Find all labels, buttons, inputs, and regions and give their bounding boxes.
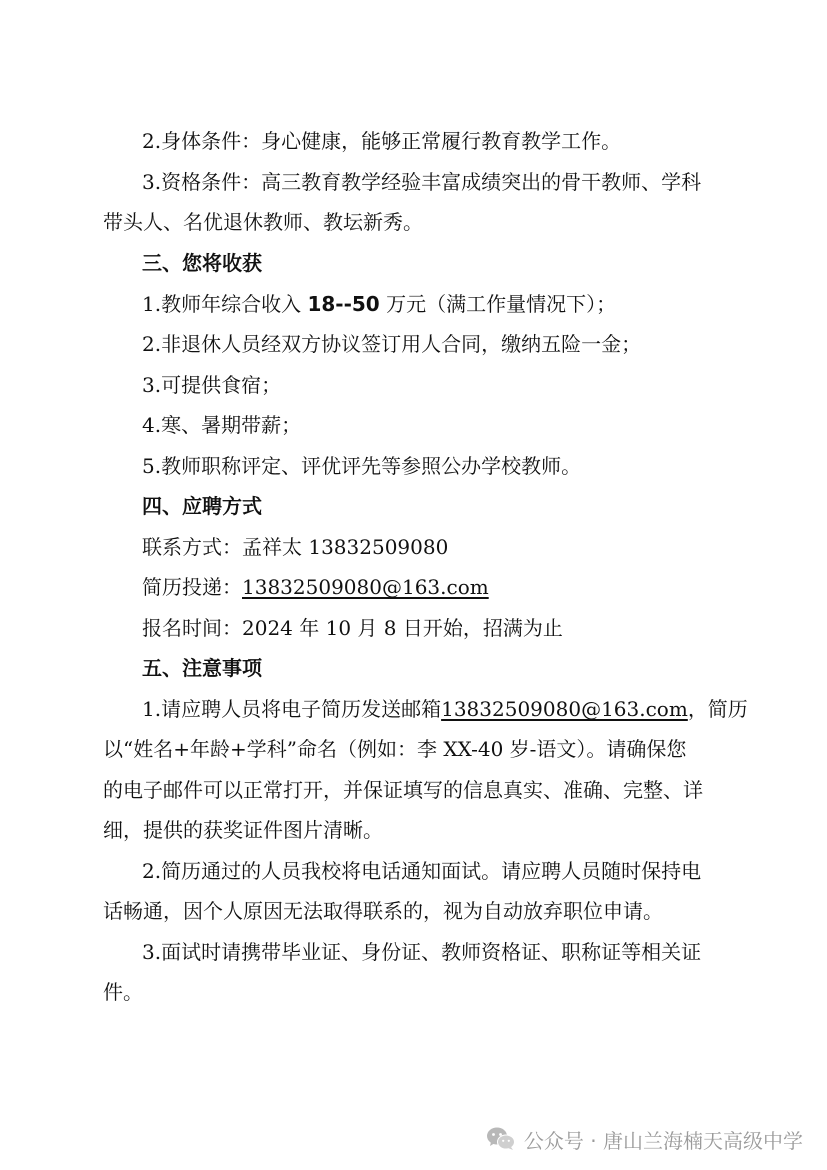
- section-notes-heading: [0, 654, 827, 682]
- contact-line: [0, 533, 827, 561]
- note-3-line-1-text: 3.面试时请携带毕业证、身份证、教师资格证、职称证等相关证: [142, 940, 702, 964]
- benefit-item-4: [0, 411, 827, 439]
- benefit-4-text: 4.寒、暑期带薪；: [142, 413, 302, 437]
- note-2-line-2: [0, 897, 827, 925]
- note-2-line-1: [0, 857, 827, 885]
- resume-label: 简历投递：: [142, 575, 242, 599]
- wechat-watermark: [486, 1124, 803, 1154]
- benefit-1-prefix: 1.教师年综合收入: [142, 292, 302, 316]
- watermark-text: 公众号 · 唐山兰海楠天高级中学: [523, 1128, 803, 1153]
- benefit-1-suffix: 万元（满工作量情况下）；: [386, 292, 617, 316]
- qualification-line-2: [0, 208, 827, 236]
- section-benefits-heading: [0, 249, 827, 277]
- benefit-item-3: [0, 371, 827, 399]
- wechat-icon: [486, 1126, 516, 1152]
- benefit-item-1: [0, 290, 827, 318]
- note-3-line-2: [0, 978, 827, 1006]
- contact-text: 联系方式：孟祥太 13832509080: [142, 535, 449, 559]
- note-2-line-1-text: 2.简历通过的人员我校将电话通知面试。请应聘人员随时保持电: [142, 859, 702, 883]
- note-1-line-2-text: 以“姓名+年龄+学科”命名（例如：李 XX-40 岁-语文）。请确保您: [103, 737, 687, 761]
- benefit-item-2: [0, 330, 827, 358]
- note-1-line-1: [0, 695, 827, 723]
- resume-line: [0, 573, 827, 601]
- benefit-3-text: 3.可提供食宿；: [142, 373, 282, 397]
- qualification-line-1: [0, 168, 827, 196]
- note-1-line-3: [0, 776, 827, 804]
- qualification-text-2: 带头人、名优退休教师、教坛新秀。: [103, 210, 423, 234]
- registration-line: [0, 614, 827, 642]
- note-1-suffix: ，简历: [687, 697, 748, 721]
- note-1-line-4: [0, 816, 827, 844]
- note-1-email-link[interactable]: 13832509080@163.com: [441, 697, 688, 721]
- note-3-line-2-text: 件。: [103, 980, 143, 1004]
- body-condition-text: 2.身体条件：身心健康，能够正常履行教育教学工作。: [142, 129, 622, 153]
- note-1-prefix: 1.请应聘人员将电子简历发送邮箱: [142, 697, 442, 721]
- qualification-text-1: 3.资格条件：高三教育教学经验丰富成绩突出的骨干教师、学科: [142, 170, 702, 194]
- note-1-line-3-text: 的电子邮件可以正常打开，并保证填写的信息真实、准确、完整、详: [103, 778, 703, 802]
- note-2-line-2-text: 话畅通，因个人原因无法取得联系的，视为自动放弃职位申请。: [103, 899, 663, 923]
- benefit-2-text: 2.非退休人员经双方协议签订用人合同，缴纳五险一金；: [142, 332, 642, 356]
- section-benefits-title: 三、您将收获: [142, 251, 262, 275]
- note-1-line-4-text: 细，提供的获奖证件图片清晰。: [103, 818, 383, 842]
- note-3-line-1: [0, 938, 827, 966]
- benefit-1-amount: 18--50: [307, 292, 380, 316]
- section-notes-title: 五、注意事项: [142, 656, 262, 680]
- note-1-line-2: [0, 735, 827, 763]
- section-application-heading: [0, 492, 827, 520]
- resume-email-link[interactable]: 13832509080@163.com: [242, 575, 489, 599]
- benefit-item-5: [0, 452, 827, 480]
- benefit-5-text: 5.教师职称评定、评优评先等参照公办学校教师。: [142, 454, 582, 478]
- registration-text: 报名时间：2024 年 10 月 8 日开始，招满为止: [142, 616, 563, 640]
- section-application-title: 四、应聘方式: [142, 494, 262, 518]
- body-condition-line: [0, 127, 827, 155]
